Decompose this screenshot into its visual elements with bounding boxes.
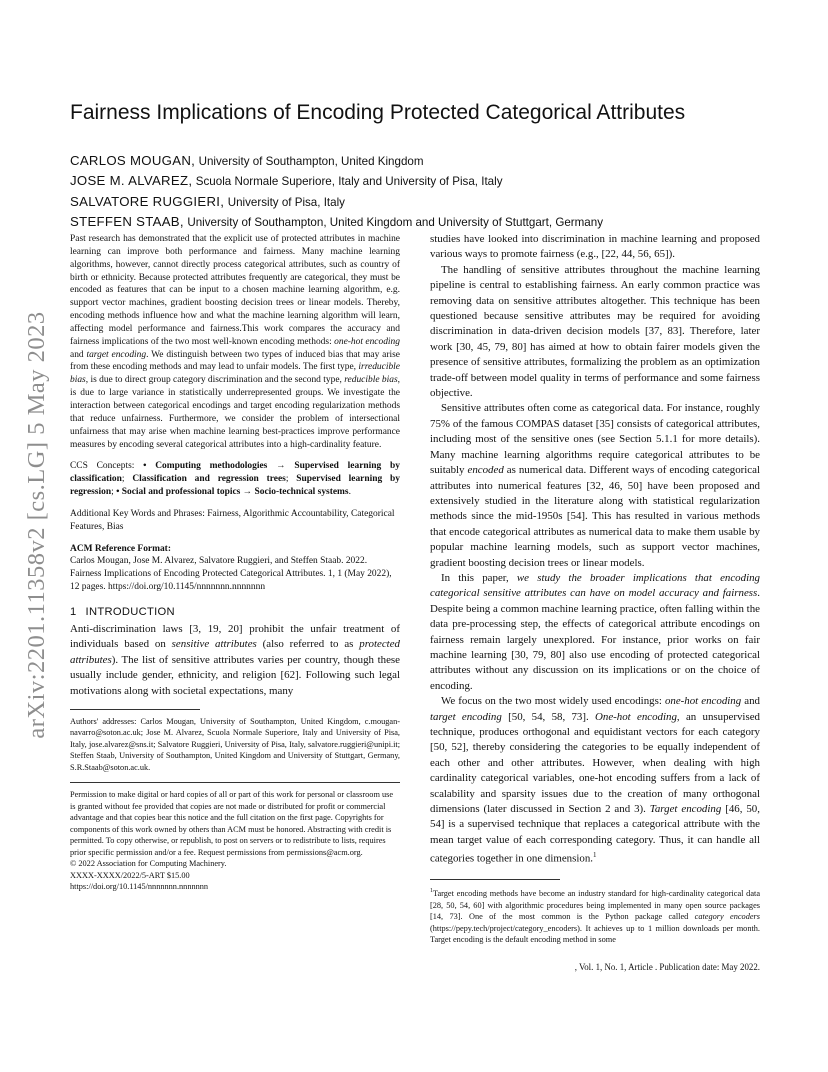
ccs-term: Classification and regression trees (132, 474, 286, 485)
left-column (70, 233, 400, 893)
footnote-reference[interactable]: 1 (593, 851, 597, 860)
body-text: We focus on the two most widely used encodings: (441, 695, 665, 708)
body-emphasis: we study the broader implications that encoding categorical sensitive attributes can have on model accuracy and fairness (430, 571, 760, 600)
body-paragraph: The handling of sensitive attributes throughout the machine learning pipeline is central to establishing fairness. An early common practice was removing data on sensitive attributes altogether. This technique has been questioned because sensitive attributes may be required for avoiding discrimination in data-driven decision models [37, 83]. Therefore, later work [30, 45, 79, 80] has aimed at how to obtain fairer models given the presence of sensitive attributes, formalizing the problem as an optimization trade-off between model quality in terms of performance and some fairness objective. (430, 263, 760, 400)
ccs-separator: ; (285, 474, 297, 485)
ccs-separator: . (348, 487, 351, 498)
permission-rule (70, 782, 400, 783)
footnote-rule (70, 709, 200, 710)
author-entry (70, 151, 770, 171)
ccs-separator: ; (111, 487, 117, 498)
author-entry (70, 171, 770, 191)
right-column (430, 232, 760, 946)
footnote-emphasis: category encoders (694, 912, 760, 922)
author-affiliation: University of Southampton, United Kingdom and University of Stuttgart, Germany (187, 215, 603, 229)
author-entry (70, 192, 770, 212)
ccs-term: • Computing methodologies → Supervised learning by classification (70, 461, 400, 485)
intro-emphasis: sensitive attributes (171, 638, 257, 651)
footnote (430, 886, 760, 945)
abstract (70, 233, 400, 451)
isbn-line: XXXX-XXXX/2022/5-ART $15.00 (70, 870, 190, 880)
ccs-label: CCS Concepts: (70, 461, 144, 472)
body-text: , an unsupervised technique, produces orthogonal and equidistant vectors for each category [50, 52], thereby considering the categories to be equally independent of each other and other attributes. However, when dealing with high cardinality categorical variables, one-hot encoding suffers from a lack of scalability and sparsity issues due to the creation of many orthogonal dimensions (later discussed in Section 2 and 3). (430, 710, 760, 816)
abstract-emphasis: target encoding (86, 349, 147, 360)
author-entry (70, 212, 770, 232)
author-name: JOSE M. ALVAREZ, (70, 173, 193, 189)
author-affiliation: Scuola Normale Superiore, Italy and University of Pisa, Italy (195, 175, 503, 189)
body-paragraph (430, 571, 760, 694)
body-text: . Despite being a common machine learning practice, often falling within the data pre-processing step, the effects of categorical attribute encodings on fairness remain largely unexplored. For instance, prior works on fair machine learning [30, 79, 80] also use encoding of protected categorical attributes without any discussion on its implications or on the choice of encoding. (430, 587, 760, 692)
doi-line: https://doi.org/10.1145/nnnnnnn.nnnnnnn (70, 882, 209, 892)
body-emphasis: One-hot encoding (595, 710, 677, 723)
body-text: In this paper, (441, 571, 517, 584)
abstract-text: Past research has demonstrated that the explicit use of protected attributes in machine learning can improve both performance and fairness. Many machine learning algorithms, however, cannot directly process categorical attributes, such as country of birth or ethnicity. Because protected attributes frequently are categorical, they must be encoded as features that can be input to a chosen machine learning algorithm, e.g. support vector machines, gradient boosting decision trees or linear models. Thereby, encoding methods influence how and what the machine learning algorithm will learn, affecting model performance and fairness.This work compares the accuracy and fairness implications of the two most well-known encoding methods: (70, 234, 400, 347)
permission-notice: Permission to make digital or hard copies of all or part of this work for personal or classroom use is granted without fee provided that copies are not made or distributed for profit or commercial advantage and that copies bear this notice and the full citation on the first page. Copyrights for components of this work owned by others than ACM must be honored. Abstracting with credit is permitted. To copy otherwise, or republish, to post on servers or to redistribute to lists, requires prior specific permission and/or a fee. Request permissions from permissions@acm.org. (70, 790, 394, 857)
body-paragraph (430, 401, 760, 570)
author-affiliation: University of Southampton, United Kingdom (198, 155, 424, 168)
body-emphasis: one-hot encoding (664, 695, 742, 708)
author-name: SALVATORE RUGGIERI, (70, 193, 225, 209)
arxiv-identifier: arXiv:2201.11358v2 [cs.LG] 5 May 2023 (23, 311, 50, 739)
ccs-term: Supervised learning by regression (70, 474, 400, 498)
arxiv-side-label (22, 290, 52, 760)
body-text: [50, 54, 58, 73]. (501, 710, 596, 723)
body-paragraph: studies have looked into discrimination in machine learning and proposed various ways to promote fairness (e.g., [22, 44, 56, 65]). (430, 233, 760, 261)
page-footer: , Vol. 1, No. 1, Article . Publication date: May 2022. (574, 962, 760, 972)
paper-title: Fairness Implications of Encoding Protected Categorical Attributes (70, 101, 686, 124)
ccs-concepts (70, 460, 400, 499)
body-emphasis: encoded (467, 464, 504, 477)
body-text: [46, 50, 54] is a supervised technique that replaces a categorical attribute with the mean target value of each corresponding category. Thus, it can handle all categories together in one dimension. (430, 803, 760, 865)
intro-emphasis: protected attributes (70, 638, 400, 666)
abstract-emphasis: one-hot encoding (334, 336, 400, 347)
section-heading (70, 606, 400, 618)
body-emphasis: Target encoding (649, 803, 722, 816)
author-addresses: Authors' addresses: Carlos Mougan, University of Southampton, United Kingdom, c.mougan-navarro@soton.ac.uk; Jose M. Alvarez, Scuola Normale Superiore, Italy and University of Pisa, Italy, jose.alvarez@sns.it; Salvatore Ruggieri, University of Pisa, Italy, salvatore.ruggieri@unipi.it; Steffen Staab, University of Southampton, United Kingdom and University of Stuttgart, Germany, S.R.Staab@soton.ac.uk. (70, 716, 400, 772)
keywords: Additional Key Words and Phrases: Fairness, Algorithmic Accountability, Categorical Features, Bias (70, 508, 395, 532)
abstract-text: , is due to large variance in statistically underrepresented groups. We investigate the interaction between categorical encodings and target encoding regularization methods that reduce unfairness. Furthermore, we consider the problem of intersectional unfairness that may arise when machine learning best-practices improve performance measures by encoding several categorical attributes into a high-cardinality feature. (70, 375, 400, 450)
section-title: INTRODUCTION (85, 605, 175, 618)
body-emphasis: target encoding (430, 710, 502, 723)
abstract-emphasis: reducible bias (344, 375, 398, 386)
abstract-text: , is due to direct group category discrimination and the second type, (85, 375, 345, 386)
footnote-mark: 1 (430, 888, 433, 895)
author-list (70, 151, 770, 232)
intro-paragraph (70, 622, 400, 699)
author-affiliation: University of Pisa, Italy (227, 195, 345, 209)
abstract-text: and (70, 349, 87, 360)
footnote-text: Target encoding methods have become an industry standard for high-cardinality categorical data [28, 50, 54, 60] with algorithmic procedures being implemented in many open source packages [14, 73]. One of the most common is the Python package called (430, 889, 760, 922)
body-text: Sensitive attributes often come as categorical data. For instance, roughly 75% of the famous COMPAS dataset [35] consists of categorical attributes, including most of the sensitive ones (see Section 5.1.1 for more details). Many machine learning algorithms require categorical attributes to be suitably (430, 402, 760, 477)
acm-reference-heading: ACM Reference Format: (70, 543, 171, 554)
intro-text: ). The list of sensitive attributes varies per country, though these usually include gender, ethnicity, and religion [62]. Following such legal motivations along with societal expectations, many (70, 653, 400, 697)
body-paragraph (430, 694, 760, 867)
acm-reference-text: Carlos Mougan, Jose M. Alvarez, Salvatore Ruggieri, and Steffen Staab. 2022. Fairness Implications of Encoding Protected Categorical Attributes. 1, 1 (May 2022), 12 pages. https://doi.org/10.1145/nnnnnnn.nnnnnnn (70, 556, 392, 593)
section-number: 1 (70, 605, 77, 618)
copyright-line: © 2022 Association for Computing Machinery. (70, 859, 227, 869)
intro-text: (also referred to as (256, 638, 360, 651)
footnote-rule (430, 879, 560, 880)
author-name: CARLOS MOUGAN, (70, 153, 196, 168)
intro-text: Anti-discrimination laws [3, 19, 20] prohibit the unfair treatment of individuals based on (70, 622, 400, 651)
footnote-text: (https://pepy.tech/project/category_encoders). It achieves up to 1 million downloads per month. Target encoding is the default encoding method in some (430, 923, 760, 945)
body-text: as numerical data. Different ways of encoding categorical attributes into numerical features [32, 46, 50] have been proposed and extensively studied in the literature along with statistical regularization methods since the mid-1950s [54]. This has resulted in various methods that encode categorical attributes as numerical data to make them usable by popular machine learning models, such as support vector machines, gradient boosting decision trees or linear models. (430, 464, 760, 569)
body-text: and (741, 695, 760, 708)
author-name: STEFFEN STAAB, (70, 213, 184, 229)
abstract-text: . We distinguish between two types of induced bias that may arise from these encoding methods and may lead to unfair models. The first type, (70, 349, 400, 373)
ccs-term: • Social and professional topics → Socio-technical systems (116, 487, 349, 498)
abstract-emphasis: irreducible bias (70, 362, 400, 386)
ccs-separator: ; (121, 474, 133, 485)
